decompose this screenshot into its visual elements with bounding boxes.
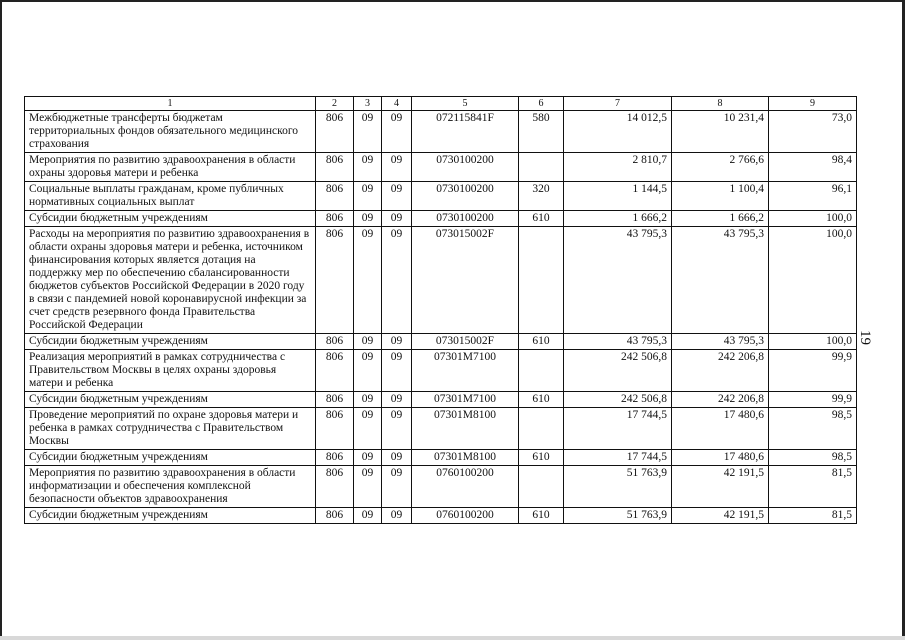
cell-executed: 242 206,8 xyxy=(672,350,769,392)
cell-subsection: 09 xyxy=(382,350,412,392)
cell-ministry-code: 806 xyxy=(316,182,354,211)
row-name: Проведение мероприятий по охране здоровья матери и ребенка в рамках сотрудничества с Правительством Москвы xyxy=(25,408,316,450)
table-row xyxy=(25,392,857,408)
header-col-2: 2 xyxy=(316,97,354,111)
row-name: Межбюджетные трансферты бюджетам территориальных фондов обязательного медицинского страхования xyxy=(25,111,316,153)
cell-planned: 242 506,8 xyxy=(564,350,672,392)
table-row xyxy=(25,450,857,466)
cell-planned: 242 506,8 xyxy=(564,392,672,408)
cell-section: 09 xyxy=(354,350,382,392)
cell-planned: 2 810,7 xyxy=(564,153,672,182)
table-row xyxy=(25,334,857,350)
scan-border-top xyxy=(0,0,905,2)
cell-planned: 43 795,3 xyxy=(564,227,672,334)
cell-expense-type: 610 xyxy=(519,508,564,524)
cell-planned: 14 012,5 xyxy=(564,111,672,153)
cell-executed: 10 231,4 xyxy=(672,111,769,153)
cell-section: 09 xyxy=(354,408,382,450)
cell-percent: 99,9 xyxy=(769,350,857,392)
cell-target-article: 072115841F xyxy=(412,111,519,153)
cell-percent: 98,5 xyxy=(769,408,857,450)
cell-executed: 42 191,5 xyxy=(672,466,769,508)
cell-expense-type xyxy=(519,408,564,450)
cell-ministry-code: 806 xyxy=(316,350,354,392)
cell-ministry-code: 806 xyxy=(316,227,354,334)
cell-ministry-code: 806 xyxy=(316,153,354,182)
header-col-7: 7 xyxy=(564,97,672,111)
row-name: Субсидии бюджетным учреждениям xyxy=(25,508,316,524)
cell-section: 09 xyxy=(354,111,382,153)
cell-executed: 17 480,6 xyxy=(672,408,769,450)
cell-executed: 17 480,6 xyxy=(672,450,769,466)
cell-planned: 1 666,2 xyxy=(564,211,672,227)
cell-percent: 100,0 xyxy=(769,334,857,350)
cell-subsection: 09 xyxy=(382,111,412,153)
cell-section: 09 xyxy=(354,211,382,227)
table-row xyxy=(25,153,857,182)
cell-expense-type xyxy=(519,466,564,508)
cell-executed: 43 795,3 xyxy=(672,227,769,334)
cell-ministry-code: 806 xyxy=(316,111,354,153)
cell-planned: 1 144,5 xyxy=(564,182,672,211)
cell-planned: 51 763,9 xyxy=(564,508,672,524)
cell-percent: 96,1 xyxy=(769,182,857,211)
header-col-4: 4 xyxy=(382,97,412,111)
cell-section: 09 xyxy=(354,153,382,182)
cell-percent: 73,0 xyxy=(769,111,857,153)
cell-executed: 42 191,5 xyxy=(672,508,769,524)
cell-subsection: 09 xyxy=(382,450,412,466)
cell-executed: 1 666,2 xyxy=(672,211,769,227)
cell-subsection: 09 xyxy=(382,334,412,350)
scan-edge-bottom xyxy=(0,636,905,640)
cell-ministry-code: 806 xyxy=(316,334,354,350)
cell-percent: 81,5 xyxy=(769,508,857,524)
row-name: Реализация мероприятий в рамках сотрудничества с Правительством Москвы в целях охраны здоровья матери и ребенка xyxy=(25,350,316,392)
cell-percent: 100,0 xyxy=(769,211,857,227)
cell-target-article: 07301M7100 xyxy=(412,350,519,392)
cell-target-article: 07301M8100 xyxy=(412,450,519,466)
cell-target-article: 07301M7100 xyxy=(412,392,519,408)
cell-section: 09 xyxy=(354,392,382,408)
table-row xyxy=(25,211,857,227)
cell-expense-type: 610 xyxy=(519,392,564,408)
header-col-3: 3 xyxy=(354,97,382,111)
cell-executed: 2 766,6 xyxy=(672,153,769,182)
cell-ministry-code: 806 xyxy=(316,211,354,227)
cell-subsection: 09 xyxy=(382,408,412,450)
cell-subsection: 09 xyxy=(382,153,412,182)
cell-ministry-code: 806 xyxy=(316,450,354,466)
cell-section: 09 xyxy=(354,466,382,508)
row-name: Субсидии бюджетным учреждениям xyxy=(25,392,316,408)
cell-executed: 242 206,8 xyxy=(672,392,769,408)
cell-expense-type: 580 xyxy=(519,111,564,153)
cell-executed: 43 795,3 xyxy=(672,334,769,350)
cell-target-article: 0730100200 xyxy=(412,182,519,211)
cell-target-article: 0730100200 xyxy=(412,211,519,227)
cell-target-article: 0730100200 xyxy=(412,153,519,182)
cell-section: 09 xyxy=(354,450,382,466)
cell-expense-type: 320 xyxy=(519,182,564,211)
header-col-8: 8 xyxy=(672,97,769,111)
budget-table xyxy=(24,96,857,524)
cell-section: 09 xyxy=(354,182,382,211)
header-col-1: 1 xyxy=(25,97,316,111)
cell-ministry-code: 806 xyxy=(316,508,354,524)
cell-expense-type xyxy=(519,350,564,392)
table-row xyxy=(25,111,857,153)
cell-target-article: 073015002F xyxy=(412,227,519,334)
cell-percent: 98,4 xyxy=(769,153,857,182)
cell-planned: 43 795,3 xyxy=(564,334,672,350)
cell-percent: 98,5 xyxy=(769,450,857,466)
cell-subsection: 09 xyxy=(382,227,412,334)
table-row xyxy=(25,408,857,450)
cell-section: 09 xyxy=(354,227,382,334)
cell-ministry-code: 806 xyxy=(316,408,354,450)
cell-percent: 99,9 xyxy=(769,392,857,408)
cell-expense-type: 610 xyxy=(519,334,564,350)
cell-target-article: 0760100200 xyxy=(412,466,519,508)
row-name: Субсидии бюджетным учреждениям xyxy=(25,211,316,227)
cell-planned: 51 763,9 xyxy=(564,466,672,508)
cell-subsection: 09 xyxy=(382,392,412,408)
header-col-6: 6 xyxy=(519,97,564,111)
cell-executed: 1 100,4 xyxy=(672,182,769,211)
table-header-row xyxy=(25,97,857,111)
cell-planned: 17 744,5 xyxy=(564,408,672,450)
cell-target-article: 073015002F xyxy=(412,334,519,350)
scan-border-left xyxy=(0,0,2,640)
header-col-5: 5 xyxy=(412,97,519,111)
cell-expense-type xyxy=(519,227,564,334)
cell-subsection: 09 xyxy=(382,211,412,227)
table-row xyxy=(25,182,857,211)
cell-percent: 81,5 xyxy=(769,466,857,508)
cell-target-article: 0760100200 xyxy=(412,508,519,524)
table-row xyxy=(25,350,857,392)
row-name: Мероприятия по развитию здравоохранения в области информатизации и обеспечения комплексной безопасности объектов здравоохранения xyxy=(25,466,316,508)
table-row xyxy=(25,508,857,524)
cell-section: 09 xyxy=(354,508,382,524)
table-row xyxy=(25,227,857,334)
page-number: 19 xyxy=(857,330,873,345)
cell-planned: 17 744,5 xyxy=(564,450,672,466)
cell-subsection: 09 xyxy=(382,466,412,508)
row-name: Субсидии бюджетным учреждениям xyxy=(25,334,316,350)
row-name: Социальные выплаты гражданам, кроме публичных нормативных социальных выплат xyxy=(25,182,316,211)
table-row xyxy=(25,466,857,508)
header-col-9: 9 xyxy=(769,97,857,111)
cell-ministry-code: 806 xyxy=(316,466,354,508)
cell-expense-type xyxy=(519,153,564,182)
row-name: Мероприятия по развитию здравоохранения в области охраны здоровья матери и ребенка xyxy=(25,153,316,182)
cell-target-article: 07301M8100 xyxy=(412,408,519,450)
table-body xyxy=(25,111,857,524)
cell-expense-type: 610 xyxy=(519,450,564,466)
cell-percent: 100,0 xyxy=(769,227,857,334)
cell-subsection: 09 xyxy=(382,508,412,524)
cell-subsection: 09 xyxy=(382,182,412,211)
row-name: Расходы на мероприятия по развитию здравоохранения в области охраны здоровья матери и ребенка, источником финансирования которых является дотация на поддержку мер по обеспечению сбалансированности бюджетов субъектов Российской Федерации в 2020 году в связи с пандемией новой коронавирусной инфекции за счет средств резервного фонда Правительства Российской Федерации xyxy=(25,227,316,334)
row-name: Субсидии бюджетным учреждениям xyxy=(25,450,316,466)
cell-ministry-code: 806 xyxy=(316,392,354,408)
cell-section: 09 xyxy=(354,334,382,350)
cell-expense-type: 610 xyxy=(519,211,564,227)
